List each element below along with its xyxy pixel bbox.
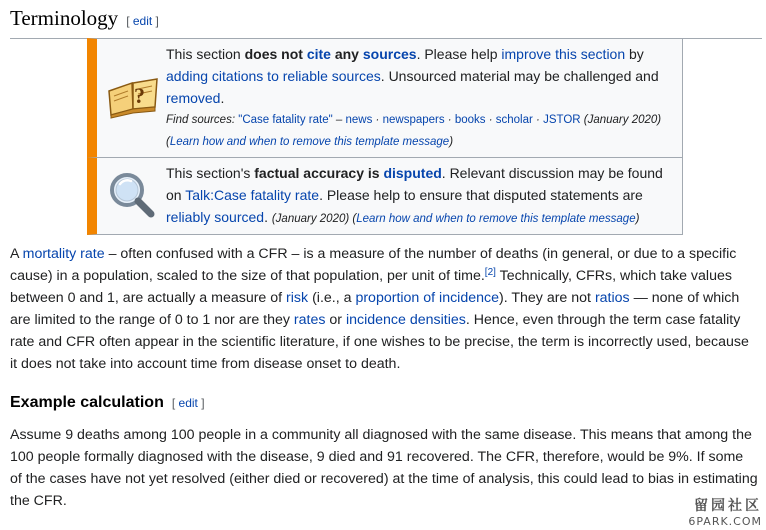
ratios-link[interactable]: ratios: [594, 290, 630, 306]
watermark-line2: 6PARK.COM: [688, 515, 762, 528]
mortality-rate-link[interactable]: mortality rate: [22, 246, 105, 262]
disputed-notice: [87, 157, 683, 235]
news-link[interactable]: news: [345, 114, 373, 126]
edit-section-link[interactable]: edit: [132, 14, 153, 28]
citation-ref[interactable]: [2]: [484, 267, 496, 278]
section-title: Terminology: [10, 6, 119, 30]
rates-link[interactable]: rates: [293, 312, 326, 328]
book-question-icon: [105, 69, 161, 119]
disputed-date-line: (January 2020) (Learn how and when to remove this template message): [271, 213, 640, 225]
watermark: [688, 495, 762, 528]
unreferenced-notice: [87, 38, 683, 158]
newspapers-link[interactable]: newspapers: [382, 114, 445, 126]
section-heading: [10, 4, 762, 39]
watermark-line1: 留园社区: [694, 498, 762, 514]
find-query-link[interactable]: "Case fatality rate": [238, 114, 333, 126]
edit-example-link[interactable]: edit: [178, 396, 198, 410]
jstor-link[interactable]: JSTOR: [543, 114, 581, 126]
example-title: Example calculation: [10, 394, 164, 411]
removed-link[interactable]: removed: [166, 90, 221, 106]
sources-link[interactable]: sources: [362, 46, 417, 62]
svg-text:?: ?: [134, 83, 145, 108]
risk-link[interactable]: risk: [286, 290, 309, 306]
learn-remove-link-2[interactable]: Learn how and when to remove this template message: [356, 213, 636, 225]
unreferenced-notice-text: This section does not cite any sources. Please help improve this section by adding citations to reliable sources. Unsourced material may be challenged and removed. Find sources: "Case fatality rate" – news · newspapers · books · scholar · JSTOR (January 2020) (Learn how and when to remove this template message): [166, 43, 674, 153]
find-sources-line: Find sources: "Case fatality rate" – news · newspapers · books · scholar · JSTOR (January 2020) (Learn how and when to remove this template message): [166, 114, 662, 148]
disputed-link[interactable]: disputed: [383, 165, 442, 181]
scholar-link[interactable]: scholar: [495, 114, 533, 126]
cite-link[interactable]: cite: [306, 46, 331, 62]
example-paragraph: Assume 9 deaths among 100 people in a community all diagnosed with the same disease. This means that among the 100 people formally diagnosed with the disease, 9 died and 91 recovered. The CFR, therefore, would be 9%. If some of the cases have not yet resolved (either died or recovered) at the time of analysis, this could lead to bias in estimating the CFR.: [10, 427, 758, 509]
edit-example-link-wrap: [ edit ]: [171, 396, 205, 410]
books-link[interactable]: books: [454, 114, 486, 126]
learn-remove-link[interactable]: Learn how and when to remove this template message: [169, 136, 450, 148]
magnifier-icon: [105, 170, 161, 220]
example-heading: [10, 392, 205, 414]
proportion-link[interactable]: proportion of incidence: [355, 290, 499, 306]
improve-section-link[interactable]: improve this section: [501, 46, 626, 62]
incidence-densities-link[interactable]: incidence densities: [345, 312, 466, 328]
reliably-sourced-link[interactable]: reliably sourced: [166, 209, 265, 225]
edit-section-link-wrap: [ edit ]: [126, 14, 159, 28]
adding-citations-link[interactable]: adding citations to reliable sources: [166, 68, 381, 84]
mortality-paragraph: A mortality rate – often confused with a CFR – is a measure of the number of deaths (in general, or due to a specific cause) in a population, scaled to the size of that population, per unit of time.[2] Technically, CFRs, which take values between 0 and 1, are actually a measure of risk (i.e., a proportion of incidence). They are not ratios — none of which are limited to the range of 0 to 1 nor are they rates or incidence densities. Hence, even through the term case fatality rate and CFR often appear in the scientific literature, if one wishes to be precise, the term is incorrectly used, because it does not take into account time from disease onset to death.: [10, 246, 749, 372]
talk-page-link[interactable]: Talk:Case fatality rate: [185, 187, 320, 203]
disputed-notice-text: This section's factual accuracy is disputed. Relevant discussion may be found on Talk:Case fatality rate. Please help to ensure that disputed statements are reliably sourced. (January 2020) (Learn how and when to remove this template message): [166, 165, 663, 225]
